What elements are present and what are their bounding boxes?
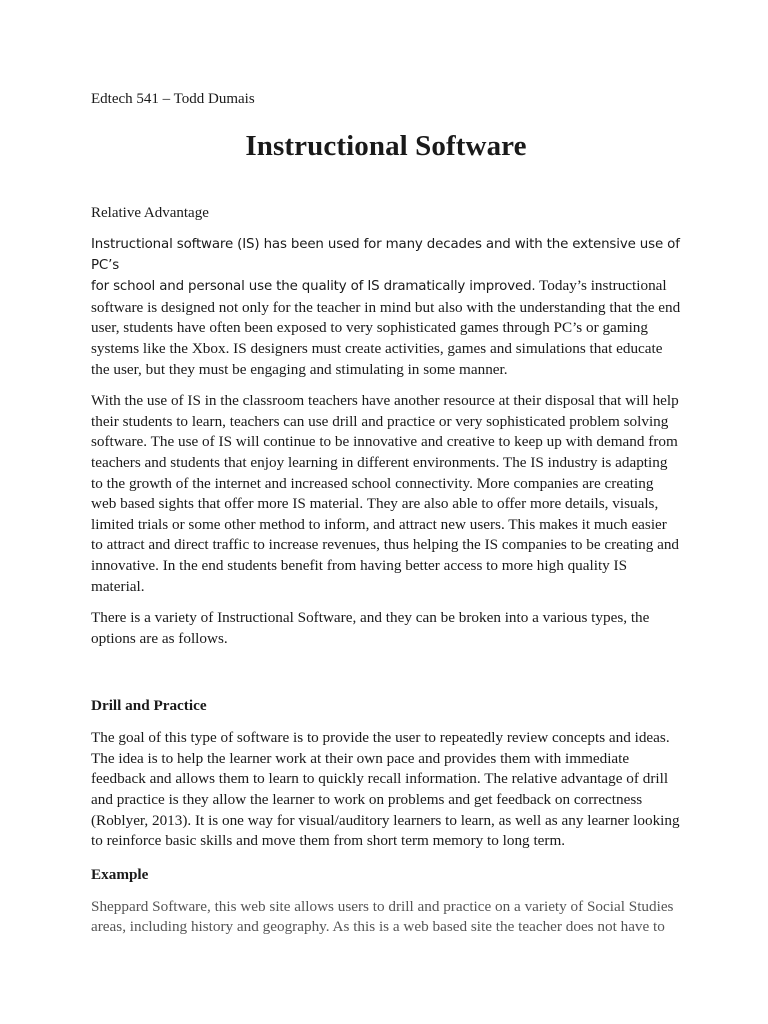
paragraph-intro — [91, 235, 681, 380]
course-author-line: Edtech 541 – Todd Dumais — [91, 91, 255, 107]
paragraph-intro-line-1: Instructional software (IS) has been used for many decades and with the extensive use of PC’s — [91, 237, 680, 273]
section-label-relative-advantage: Relative Advantage — [91, 205, 209, 221]
paragraph-intro-rest: Today’s instructional software is designed not only for the teacher in mind but also with the understanding that the end user, students have often been exposed to very sophisticated games through PC’s or gaming systems like the Xbox. IS designers must create activities, games and simulations that educate the user, but they must be engaging and stimulating in some manner. — [91, 277, 681, 378]
document-content — [91, 88, 681, 938]
paragraph-drill-and-practice: The goal of this type of software is to provide the user to repeatedly review concepts and ideas. The idea is to help the learner work at their own pace and provides them with immediate feedback and allows them to learn to quickly recall information. The relative advantage of drill and practice is they allow the learner to work on problems and get feedback on correctness (Roblyer, 2013). It is one way for visual/auditory learners to learn, as well as any learner looking to reinforce basic skills and move them from short term memory to long term. — [91, 729, 680, 850]
paragraph-intro-line-2: for school and personal use the quality of IS dramatically improved. — [91, 279, 536, 295]
heading-example: Example — [91, 865, 149, 883]
paragraph-classroom-use: With the use of IS in the classroom teachers have another resource at their disposal that will help their students to learn, teachers can use drill and practice or very sophisticated problem solving software. The use of IS will continue to be innovative and creative to keep up with demand from teachers and students that enjoy learning in different environments. The IS industry is adapting to the growth of the internet and increased school connectivity. More companies are creating web based sights that offer more IS material. They are also able to offer more details, visuals, limited trials or some other method to inform, and attract new users. This makes it much easier to attract and direct traffic to increase revenues, thus helping the IS companies to be creating and innovative. In the end students benefit from having better access to more high quality IS material. — [91, 392, 680, 595]
paragraph-example: Sheppard Software, this web site allows users to drill and practice on a variety of Social Studies areas, including history and geography. As this is a web based site the teacher does not have to — [91, 897, 674, 936]
heading-drill-and-practice: Drill and Practice — [91, 697, 207, 715]
paragraph-types-intro: There is a variety of Instructional Software, and they can be broken into a various types, the options are as follows. — [91, 609, 650, 647]
document-title: Instructional Software — [245, 130, 527, 162]
